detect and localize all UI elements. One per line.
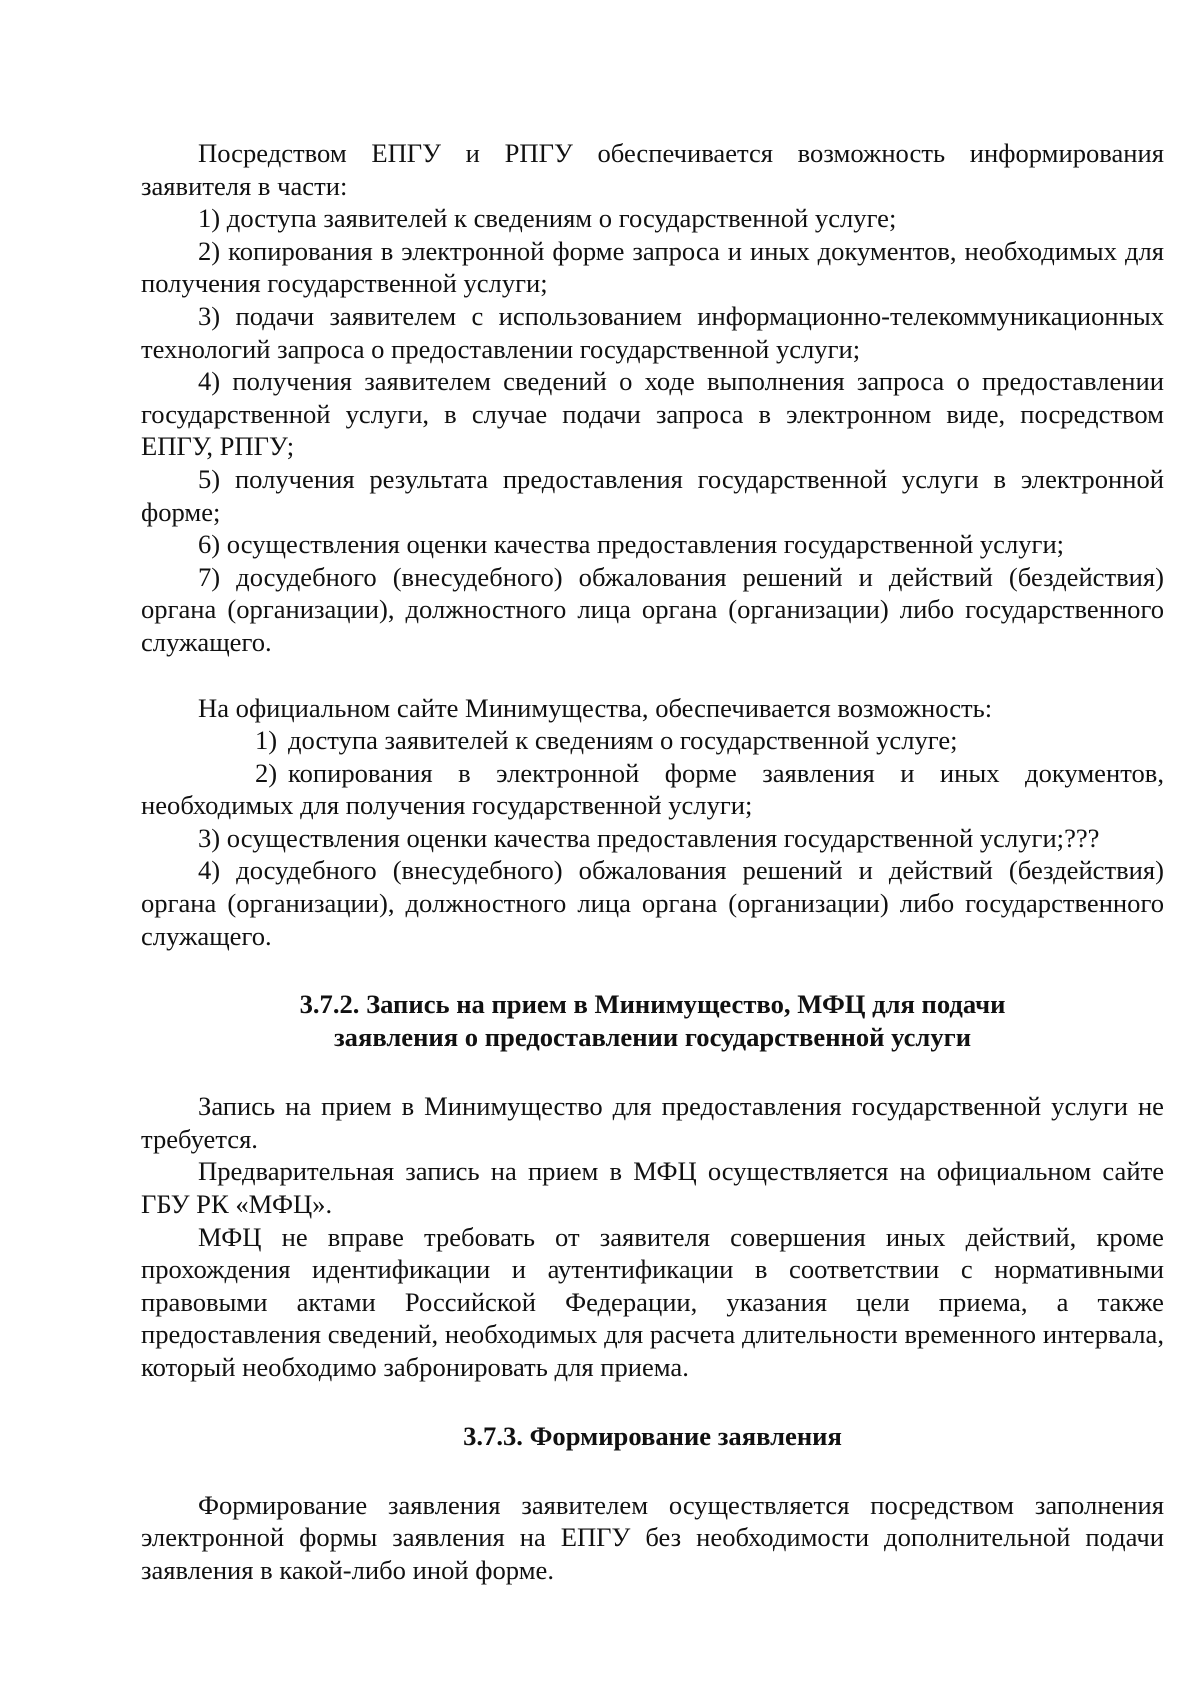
epgu-item-1: 1) доступа заявителей к сведениям о государственной услуге; [198, 203, 897, 234]
section-372-heading-line-1: 3.7.2. Запись на прием в Минимущество, МФЦ для подачи [299, 989, 1006, 1020]
epgu-item-2: 2) копирования в электронной форме запроса и иных документов, необходимых для получения государственной услуги; [141, 235, 1164, 299]
ministry-site-item-3: 3) осуществления оценки качества предоставления государственной услуги;??? [198, 822, 1100, 853]
epgu-intro-paragraph: Посредством ЕПГУ и РПГУ обеспечивается возможность информирования заявителя в части: [141, 138, 1164, 201]
spacer [141, 1453, 1164, 1489]
epgu-item-6: 6) осуществления оценки качества предоставления государственной услуги; [198, 529, 1065, 560]
ministry-site-item-2 [141, 757, 1164, 822]
section-372-paragraph-1: Запись на прием в Минимущество для предоставления государственной услуги не требуется. [141, 1091, 1164, 1154]
ministry-site-intro: На официальном сайте Минимущества, обеспечивается возможность: [198, 692, 993, 723]
section-373-paragraph: Формирование заявления заявителем осуществляется посредством заполнения электронной формы заявления на ЕПГУ без необходимости дополнительной подачи заявления в какой-либо иной форме. [141, 1489, 1164, 1585]
spacer [141, 1384, 1164, 1420]
item-number: 2) [255, 757, 278, 788]
ministry-site-item-1 [141, 724, 1164, 757]
epgu-item-4: 4) получения заявителем сведений о ходе выполнения запроса о предоставлении государственной услуги, в случае подачи запроса в электронном виде, посредством ЕПГУ, РПГУ; [141, 366, 1164, 462]
item-text: копирования в электронной форме заявления и иных документов, необходимых для получения государственной услуги; [141, 757, 1164, 821]
spacer [141, 659, 1164, 692]
item-text: доступа заявителей к сведениям о государственной услуге; [288, 725, 958, 756]
section-372-heading-line-2: заявления о предоставлении государственной услуги [333, 1022, 972, 1053]
section-372-paragraph-2: Предварительная запись на прием в МФЦ осуществляется на официальном сайте ГБУ РК «МФЦ». [141, 1156, 1164, 1220]
spacer [141, 952, 1164, 988]
spacer [141, 1054, 1164, 1090]
epgu-item-5: 5) получения результата предоставления государственной услуги в электронной форме; [141, 463, 1164, 527]
section-373-heading: 3.7.3. Формирование заявления [463, 1420, 842, 1451]
epgu-item-3: 3) подачи заявителем с использованием информационно-телекоммуникационных технологий запроса о предоставлении государственной услуги; [141, 300, 1164, 364]
ministry-site-item-4: 4) досудебного (внесудебного) обжалования решений и действий (бездействия) органа (организации), должностного лица органа (организации) либо государственного служащего. [141, 855, 1164, 951]
section-372-paragraph-3: МФЦ не вправе требовать от заявителя совершения иных действий, кроме прохождения идентификации и аутентификации в соответствии с нормативными правовыми актами Российской Федерации, указания цели приема, а также предоставления сведений, необходимых для расчета длительности временного интервала, который необходимо забронировать для приема. [141, 1221, 1164, 1382]
item-number: 1) [255, 725, 278, 756]
epgu-item-7: 7) досудебного (внесудебного) обжалования решений и действий (бездействия) органа (организации), должностного лица органа (организации) либо государственного служащего. [141, 561, 1164, 657]
document-body [141, 137, 1164, 1586]
